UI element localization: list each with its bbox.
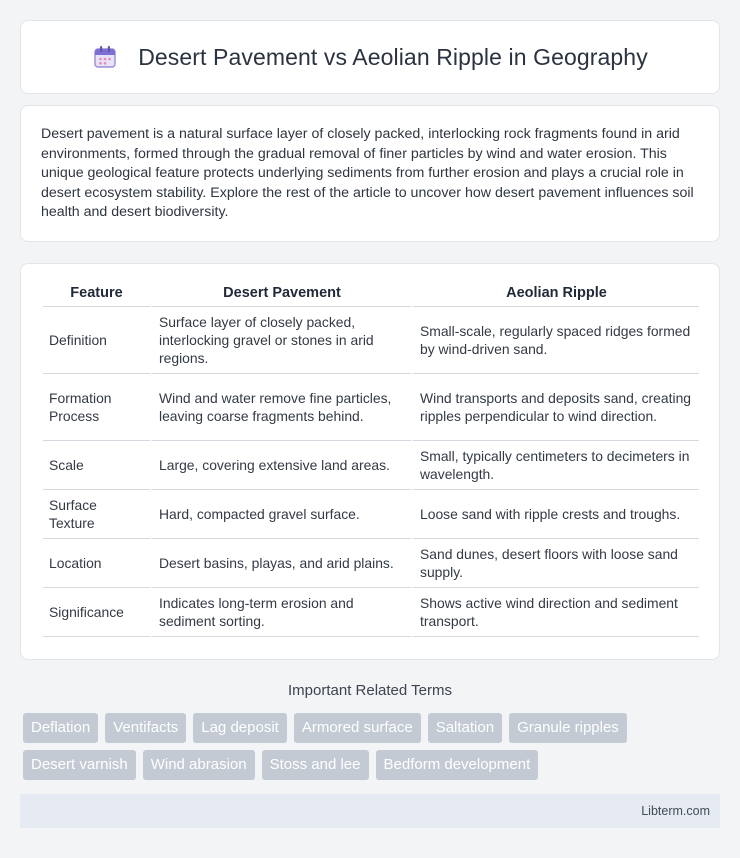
row-feature: Location <box>43 539 150 588</box>
title-card <box>20 20 720 94</box>
tag-desert-varnish[interactable]: Desert varnish <box>23 750 136 780</box>
table-row <box>43 374 699 441</box>
related-terms-heading: Important Related Terms <box>288 682 452 699</box>
row-aeolian-ripple: Small-scale, regularly spaced ridges formed by wind-driven sand. <box>411 307 699 374</box>
table-row <box>43 441 699 490</box>
row-aeolian-ripple: Loose sand with ripple crests and troughs. <box>411 490 699 539</box>
footer <box>20 794 720 828</box>
tag-lag-deposit[interactable]: Lag deposit <box>193 713 287 743</box>
tag-stoss-and-lee[interactable]: Stoss and lee <box>262 750 369 780</box>
header-feature: Feature <box>43 285 150 307</box>
tag-row-1 <box>23 713 723 743</box>
footer-brand-link[interactable]: Libterm.com <box>641 804 710 818</box>
tag-saltation[interactable]: Saltation <box>428 713 502 743</box>
tag-granule-ripples[interactable]: Granule ripples <box>509 713 627 743</box>
row-desert-pavement: Desert basins, playas, and arid plains. <box>150 539 411 588</box>
table-row <box>43 307 699 374</box>
row-desert-pavement: Hard, compacted gravel surface. <box>150 490 411 539</box>
row-feature: Significance <box>43 588 150 637</box>
tag-ventifacts[interactable]: Ventifacts <box>105 713 186 743</box>
header-desert-pavement: Desert Pavement <box>150 285 411 307</box>
tag-bedform-development[interactable]: Bedform development <box>376 750 539 780</box>
row-desert-pavement: Surface layer of closely packed, interlocking gravel or stones in arid regions. <box>150 307 411 374</box>
row-desert-pavement: Large, covering extensive land areas. <box>150 441 411 490</box>
row-feature: Formation Process <box>43 374 150 441</box>
row-aeolian-ripple: Sand dunes, desert floors with loose sand supply. <box>411 539 699 588</box>
row-aeolian-ripple: Small, typically centimeters to decimeters in wavelength. <box>411 441 699 490</box>
table-row <box>43 539 699 588</box>
comparison-table-card <box>20 263 720 660</box>
related-terms-tags <box>23 713 723 787</box>
row-feature: Surface Texture <box>43 490 150 539</box>
table-header-row <box>43 285 699 307</box>
row-aeolian-ripple: Shows active wind direction and sediment transport. <box>411 588 699 637</box>
table-row <box>43 588 699 637</box>
intro-paragraph: Desert pavement is a natural surface layer of closely packed, interlocking rock fragments found in arid environments, formed through the gradual removal of finer particles by wind and water erosion. This unique geological feature protects underlying sediments from further erosion and plays a crucial role in desert ecosystem stability. Explore the rest of the article to uncover how desert pavement influences soil health and desert biodiversity. <box>41 126 694 221</box>
tag-armored-surface[interactable]: Armored surface <box>294 713 421 743</box>
comparison-table <box>43 285 699 637</box>
intro-card <box>20 105 720 242</box>
table-row <box>43 490 699 539</box>
page-title: Desert Pavement vs Aeolian Ripple in Geography <box>138 43 648 70</box>
calendar-icon <box>92 44 118 70</box>
header-aeolian-ripple: Aeolian Ripple <box>411 285 699 307</box>
row-desert-pavement: Indicates long-term erosion and sediment sorting. <box>150 588 411 637</box>
row-aeolian-ripple: Wind transports and deposits sand, creating ripples perpendicular to wind direction. <box>411 374 699 441</box>
tag-row-2 <box>23 750 723 780</box>
row-desert-pavement: Wind and water remove fine particles, leaving coarse fragments behind. <box>150 374 411 441</box>
tag-wind-abrasion[interactable]: Wind abrasion <box>143 750 255 780</box>
tag-deflation[interactable]: Deflation <box>23 713 98 743</box>
row-feature: Scale <box>43 441 150 490</box>
row-feature: Definition <box>43 307 150 374</box>
